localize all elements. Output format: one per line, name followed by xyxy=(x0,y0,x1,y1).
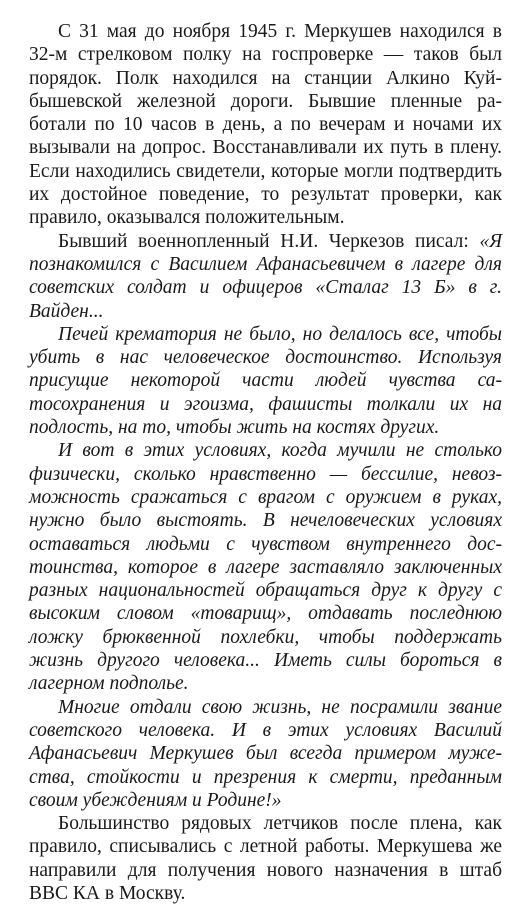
quote-paragraph-crematorium: Печей крематория не было, но делалось все, чтобы убить в нас человеческое достоинство. Используя присущие некоторой части людей чувства саmосохранения и эгоизма, фашисты толкали их на подлость, на то, чтобы жить на костях других. xyxy=(29,323,502,439)
paragraph-verification: С 31 мая до ноября 1945 г. Меркушев находился в 32-м стрелковом полку на госпроверке — таков был порядок. Полк находился на станции Алкино Куйбышевской железной дороги. Бывшие пленные работали по 10 часов в день, а по вечерам и ночами их вызывали на допрос. Восстанавливали их путь в плену. Если находились свидетели, которые могли подтвердить их достойное поведение, то результат проверки, как правило, оказывался положительным. xyxy=(29,21,502,229)
paragraph-reassignment: Большинство рядовых летчиков после плена, как правило, списывались с летной работы. Меркушева же направили для получения нового назначения в штаб ВВС КА в Москву. xyxy=(29,813,502,904)
quote-paragraph-merkushev: Многие отдали свою жизнь, не посрамили звание советского человека. И в этих условиях Василий Афанасьевич Меркушев был всегда примером мужества, стойкости и презрения к смерти, преданным своим убеждениям и Родине!» xyxy=(29,696,502,811)
quote-paragraph-conditions: И вот в этих условиях, когда мучили не столько физически, сколько нравственно — бессилие, невозможность сражаться с врагом с оружием в руках, нужно было выстоять. В нечеловеческих условиях оставаться людьми с чувством внутреннего достоинства, которое в лагере заставляло заключенных разных национальностей обращаться друг к другу с высоким словом «товарищ», отдавать последнюю ложку брюквенной похлебки, чтобы поддержать жизнь другого человека... Иметь силы бороться в лагерном подполье. xyxy=(29,440,502,695)
book-page xyxy=(29,20,502,905)
quote-opening: «Я познакомился с Василием Афанасьевичем в лагере для советских солдат и офицеров «Сталаг 13 Б» в г. Вайден... xyxy=(29,230,503,322)
paragraph-cherkezov-intro xyxy=(29,230,502,323)
cherkezov-intro-text: Бывший военнопленный Н.И. Черкезов писал: xyxy=(58,230,469,252)
